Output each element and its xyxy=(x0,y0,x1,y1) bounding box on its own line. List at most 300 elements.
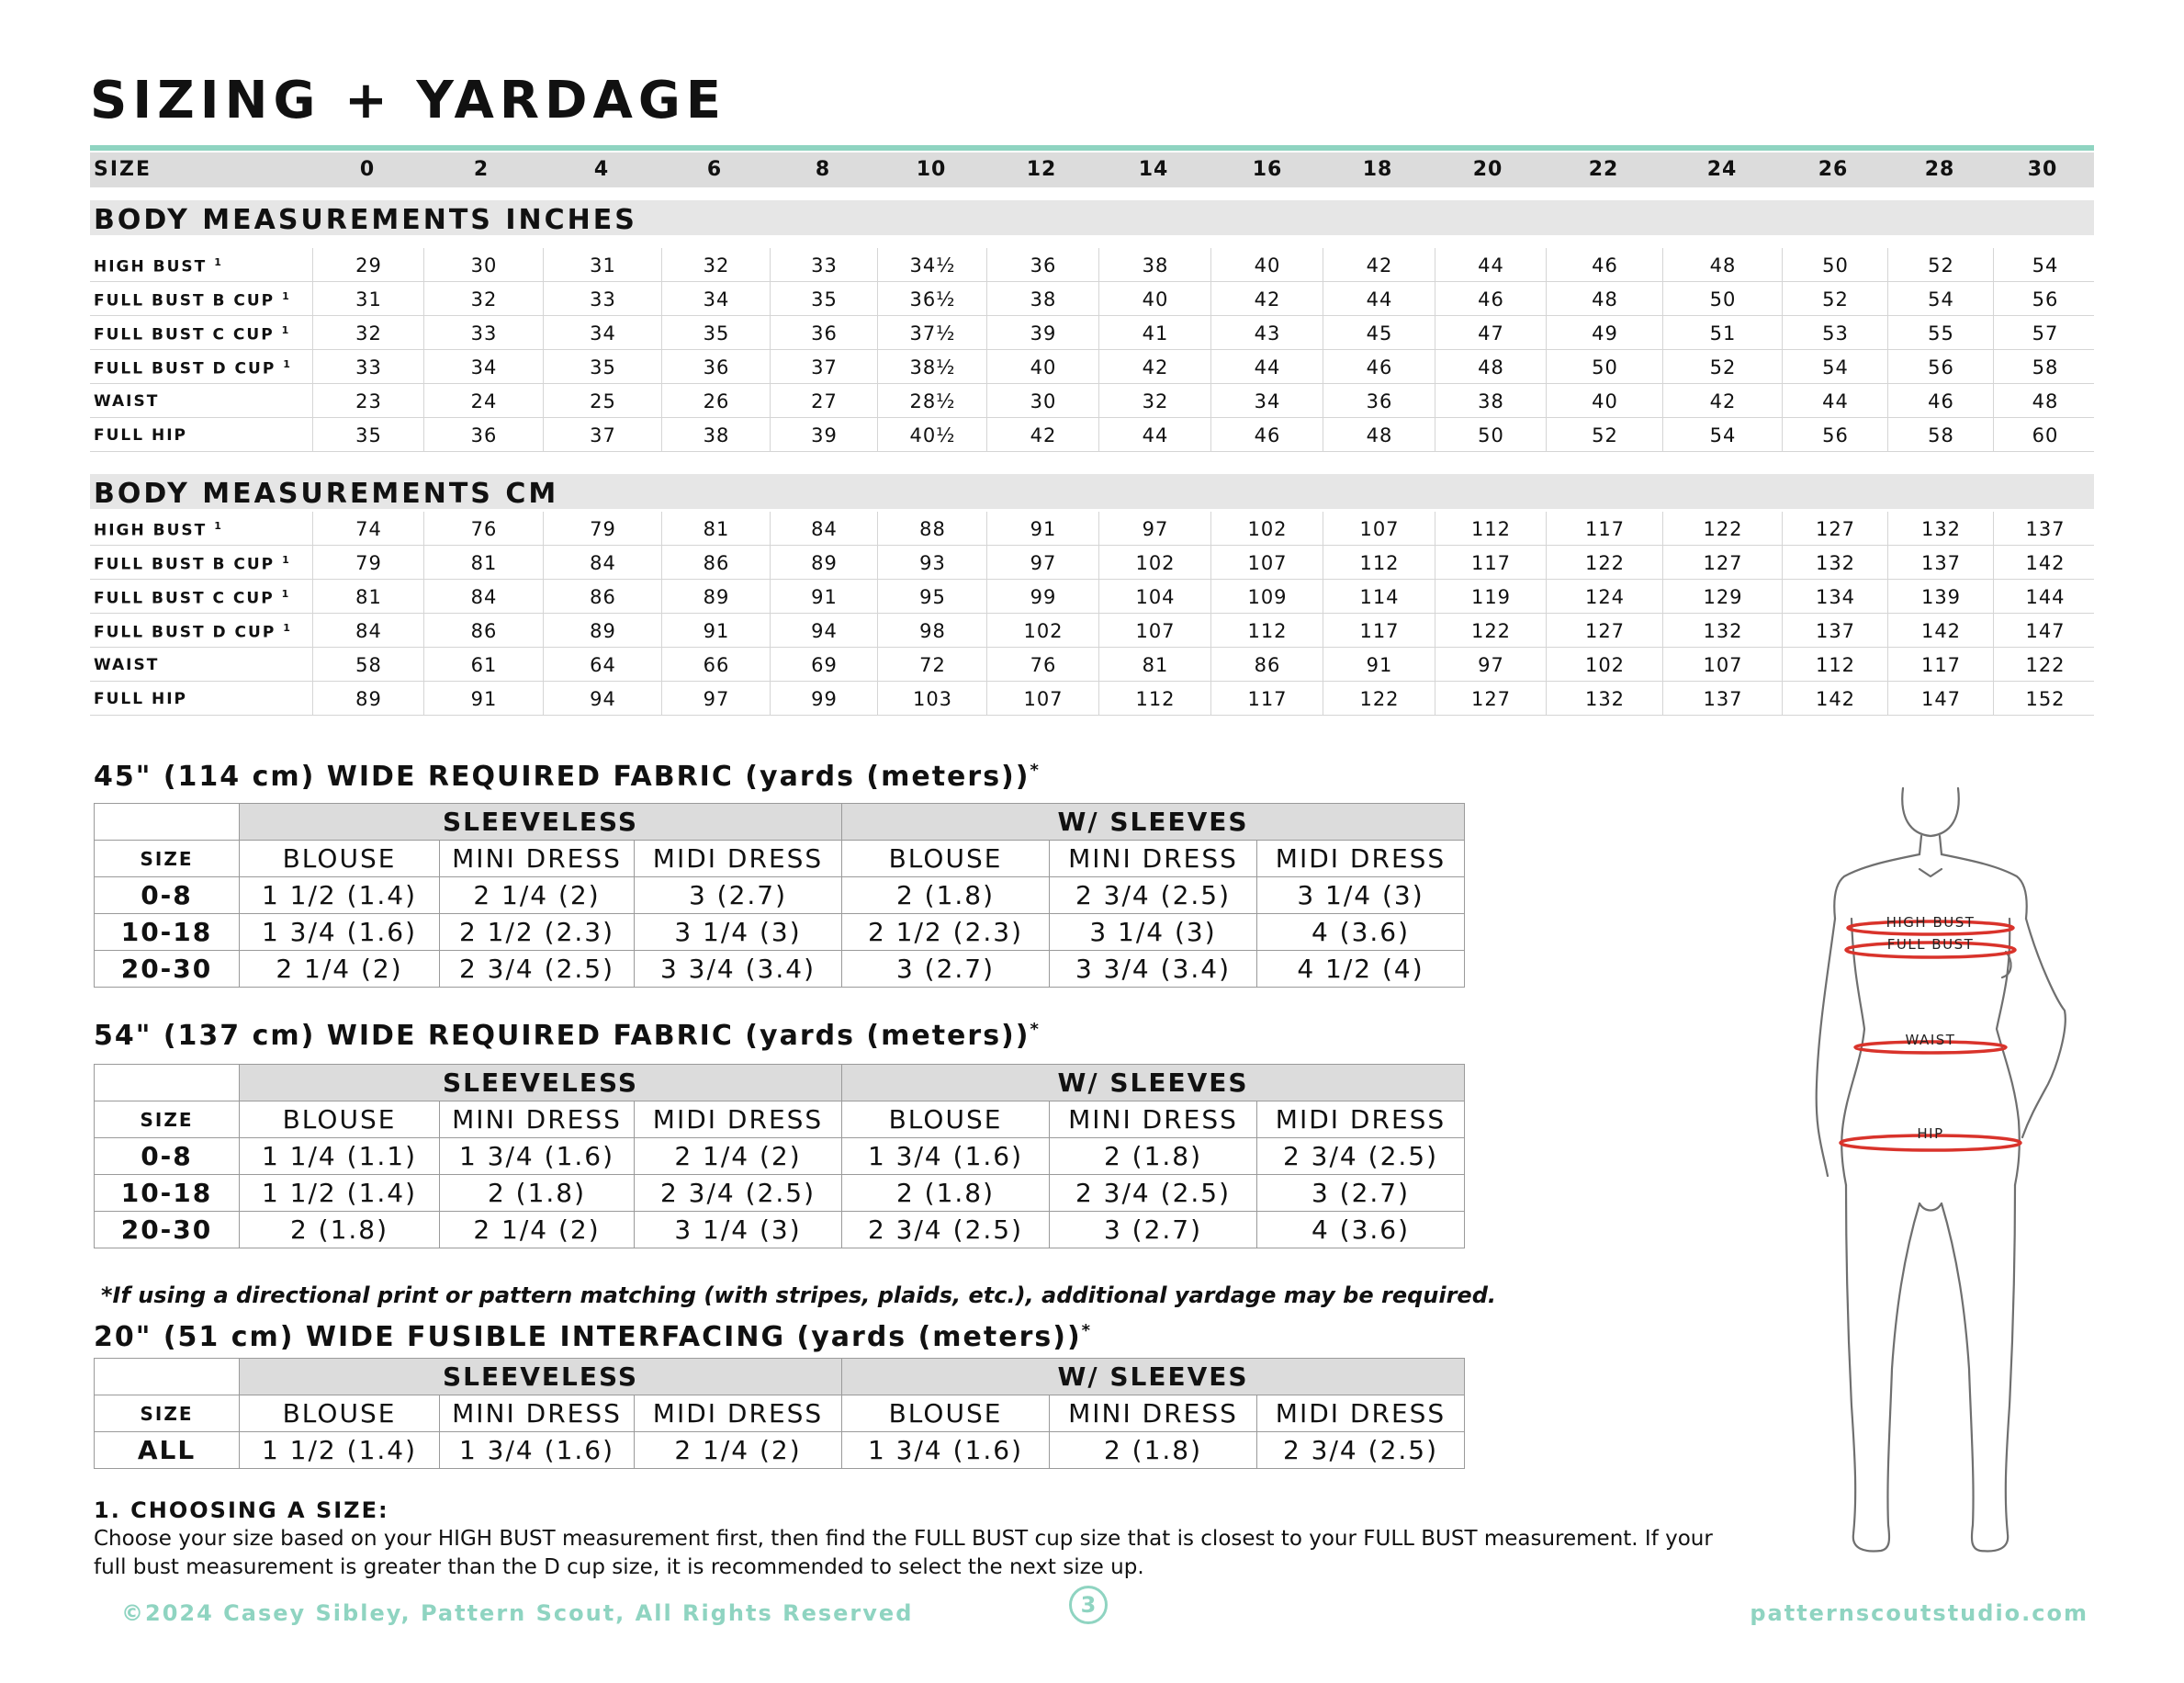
measurement-value: 104 xyxy=(1098,580,1211,613)
measurement-value: 112 xyxy=(1210,614,1323,647)
size-header-value: 10 xyxy=(916,158,947,181)
measurement-value: 28½ xyxy=(877,384,987,417)
measurement-value: 122 xyxy=(1323,682,1435,715)
measurement-value: 34 xyxy=(543,316,662,349)
inches-section-header xyxy=(90,200,2094,235)
footnote-marker: 1 xyxy=(214,520,223,532)
measurement-value: 46 xyxy=(1546,248,1663,281)
measurement-value: 48 xyxy=(1435,350,1547,383)
measurement-row xyxy=(90,648,2094,682)
measurement-value: 97 xyxy=(1435,648,1547,681)
measurement-value: 91 xyxy=(423,682,544,715)
measurement-value: 44 xyxy=(1098,418,1211,451)
measurement-value: 44 xyxy=(1435,248,1547,281)
measurement-value: 40 xyxy=(1098,282,1211,315)
yardage-value: 2 (1.8) xyxy=(842,1175,1050,1212)
measurement-value: 86 xyxy=(1210,648,1323,681)
size-header-value: 16 xyxy=(1252,158,1283,181)
footnote-marker: 1 xyxy=(283,622,292,634)
yardage-value: 2 3/4 (2.5) xyxy=(1257,1432,1465,1469)
yardage-value: 2 1/2 (2.3) xyxy=(440,914,635,951)
measurement-value: 91 xyxy=(986,512,1099,545)
size-header-value: 0 xyxy=(359,158,376,181)
measurement-value: 66 xyxy=(661,648,771,681)
measurement-value: 61 xyxy=(423,648,544,681)
yardage-value: 2 3/4 (2.5) xyxy=(842,1212,1050,1248)
garment-column-header: BLOUSE xyxy=(240,1101,440,1138)
footer-copyright: ©2024 Casey Sibley, Pattern Scout, All Rights Reserved xyxy=(121,1600,914,1626)
measurement-value: 32 xyxy=(661,248,771,281)
measurement-value: 24 xyxy=(423,384,544,417)
measurement-value: 132 xyxy=(1546,682,1663,715)
measurement-value: 49 xyxy=(1546,316,1663,349)
measurement-value: 50 xyxy=(1546,350,1663,383)
measurement-value: 38 xyxy=(986,282,1099,315)
measurement-value: 58 xyxy=(312,648,424,681)
measurement-value: 31 xyxy=(312,282,424,315)
yardage-value: 2 1/4 (2) xyxy=(635,1138,842,1175)
yardage-row xyxy=(95,914,1465,951)
measurement-value: 142 xyxy=(1782,682,1888,715)
measurement-value: 25 xyxy=(543,384,662,417)
footnote-marker: 1 xyxy=(281,324,291,336)
size-range-label: ALL xyxy=(95,1432,240,1469)
yardage-value: 2 (1.8) xyxy=(440,1175,635,1212)
size-header-value: 14 xyxy=(1138,158,1169,181)
measurement-label: WAIST xyxy=(94,656,160,674)
measurement-value: 60 xyxy=(1993,418,2097,451)
measurement-value: 137 xyxy=(1887,546,1994,579)
measurement-row xyxy=(90,512,2094,546)
measurement-value: 36 xyxy=(661,350,771,383)
measurement-value: 48 xyxy=(1662,248,1783,281)
yardage-value: 3 1/4 (3) xyxy=(1050,914,1257,951)
size-header-value: 12 xyxy=(1026,158,1057,181)
measurement-value: 38 xyxy=(1098,248,1211,281)
size-header-value: 8 xyxy=(815,158,831,181)
measurement-value: 103 xyxy=(877,682,987,715)
size-header-value: 22 xyxy=(1588,158,1619,181)
yardage-value: 2 3/4 (2.5) xyxy=(1257,1138,1465,1175)
size-range-label: 0-8 xyxy=(95,1138,240,1175)
measurement-value: 84 xyxy=(312,614,424,647)
measurement-value: 132 xyxy=(1662,614,1783,647)
measurement-value: 88 xyxy=(877,512,987,545)
measurement-value: 97 xyxy=(661,682,771,715)
measurement-row xyxy=(90,248,2094,282)
measurement-label: FULL BUST D CUP $^1$ xyxy=(94,622,292,642)
yardage-value: 3 (2.7) xyxy=(635,877,842,914)
group-header: SLEEVELESS xyxy=(240,804,842,841)
yardage-value: 1 1/4 (1.1) xyxy=(240,1138,440,1175)
yardage-value: 1 1/2 (1.4) xyxy=(240,877,440,914)
group-header: W/ SLEEVES xyxy=(842,1359,1465,1395)
footnote-marker: 1 xyxy=(282,554,291,566)
measurement-value: 112 xyxy=(1098,682,1211,715)
figure-label-full-bust: FULL BUST xyxy=(1886,936,1975,953)
measurement-value: 51 xyxy=(1662,316,1783,349)
yardage-table-title: 20" (51 cm) WIDE FUSIBLE INTERFACING (yards (meters))* xyxy=(94,1321,1093,1353)
yardage-value: 2 3/4 (2.5) xyxy=(635,1175,842,1212)
yardage-table xyxy=(94,1358,1465,1469)
size-column-header: SIZE xyxy=(95,841,240,877)
size-column-header: SIZE xyxy=(95,1395,240,1432)
yardage-value: 1 3/4 (1.6) xyxy=(842,1138,1050,1175)
measurement-value: 142 xyxy=(1993,546,2097,579)
measurement-value: 84 xyxy=(423,580,544,613)
measurement-row xyxy=(90,546,2094,580)
measurement-value: 50 xyxy=(1662,282,1783,315)
measurement-value: 147 xyxy=(1887,682,1994,715)
measurement-value: 36 xyxy=(986,248,1099,281)
yardage-value: 3 1/4 (3) xyxy=(1257,877,1465,914)
yardage-value: 2 1/4 (2) xyxy=(635,1432,842,1469)
measurement-value: 32 xyxy=(423,282,544,315)
yardage-value: 3 (2.7) xyxy=(1257,1175,1465,1212)
yardage-value: 4 (3.6) xyxy=(1257,1212,1465,1248)
measurement-label: FULL BUST B CUP $^1$ xyxy=(94,554,291,574)
measurement-value: 64 xyxy=(543,648,662,681)
measurement-value: 132 xyxy=(1782,546,1888,579)
figure-label-waist: WAIST xyxy=(1905,1032,1956,1048)
yardage-value: 1 1/2 (1.4) xyxy=(240,1175,440,1212)
footer-website-link[interactable]: patternscoutstudio.com xyxy=(1750,1600,2088,1626)
choosing-heading: 1. CHOOSING A SIZE: xyxy=(94,1497,389,1523)
yardage-value: 3 1/4 (3) xyxy=(635,914,842,951)
measurement-value: 114 xyxy=(1323,580,1435,613)
yardage-value: 2 1/4 (2) xyxy=(440,877,635,914)
measurement-value: 38 xyxy=(1435,384,1547,417)
measurement-value: 99 xyxy=(986,580,1099,613)
measurement-value: 30 xyxy=(423,248,544,281)
measurement-value: 72 xyxy=(877,648,987,681)
measurement-value: 35 xyxy=(770,282,878,315)
measurement-row xyxy=(90,316,2094,350)
measurement-value: 127 xyxy=(1662,546,1783,579)
measurement-value: 33 xyxy=(312,350,424,383)
yardage-row xyxy=(95,1175,1465,1212)
garment-column-header: MIDI DRESS xyxy=(635,841,842,877)
measurement-value: 42 xyxy=(1098,350,1211,383)
measurement-value: 102 xyxy=(1546,648,1663,681)
measurement-value: 89 xyxy=(543,614,662,647)
measurement-value: 39 xyxy=(986,316,1099,349)
measurement-value: 122 xyxy=(1993,648,2097,681)
measurement-value: 137 xyxy=(1993,512,2097,545)
measurement-value: 81 xyxy=(423,546,544,579)
group-header: SLEEVELESS xyxy=(240,1359,842,1395)
measurement-value: 81 xyxy=(312,580,424,613)
figure-label-high-bust: HIGH BUST xyxy=(1886,914,1976,931)
measurement-value: 29 xyxy=(312,248,424,281)
measurement-label: HIGH BUST $^1$ xyxy=(94,520,223,540)
measurement-value: 69 xyxy=(770,648,878,681)
measurement-value: 117 xyxy=(1546,512,1663,545)
yardage-table-title: 54" (137 cm) WIDE REQUIRED FABRIC (yards (meters))* xyxy=(94,1020,1041,1052)
measurement-value: 144 xyxy=(1993,580,2097,613)
measurement-value: 89 xyxy=(770,546,878,579)
measurement-value: 36 xyxy=(423,418,544,451)
measurement-value: 86 xyxy=(661,546,771,579)
page-title: SIZING + YARDAGE xyxy=(90,71,727,130)
measurement-value: 98 xyxy=(877,614,987,647)
measurement-value: 102 xyxy=(1098,546,1211,579)
measurement-value: 54 xyxy=(1662,418,1783,451)
yardage-value: 4 1/2 (4) xyxy=(1257,951,1465,988)
measurement-value: 47 xyxy=(1435,316,1547,349)
yardage-row xyxy=(95,1138,1465,1175)
measurement-value: 86 xyxy=(543,580,662,613)
measurement-value: 58 xyxy=(1993,350,2097,383)
measurement-value: 99 xyxy=(770,682,878,715)
measurement-value: 46 xyxy=(1435,282,1547,315)
yardage-value: 3 (2.7) xyxy=(842,951,1050,988)
measurement-value: 40 xyxy=(1546,384,1663,417)
measurement-value: 36 xyxy=(1323,384,1435,417)
measurement-value: 52 xyxy=(1887,248,1994,281)
yardage-row xyxy=(95,951,1465,988)
measurement-value: 81 xyxy=(1098,648,1211,681)
measurement-label: FULL BUST D CUP $^1$ xyxy=(94,358,292,378)
measurement-label: HIGH BUST $^1$ xyxy=(94,256,223,277)
measurement-value: 76 xyxy=(423,512,544,545)
measurement-value: 52 xyxy=(1546,418,1663,451)
yardage-row xyxy=(95,1432,1465,1469)
measurement-value: 56 xyxy=(1887,350,1994,383)
measurement-value: 33 xyxy=(543,282,662,315)
measurement-value: 107 xyxy=(1323,512,1435,545)
measurement-value: 38½ xyxy=(877,350,987,383)
yardage-value: 3 3/4 (3.4) xyxy=(1050,951,1257,988)
yardage-value: 2 (1.8) xyxy=(1050,1138,1257,1175)
measurement-value: 127 xyxy=(1546,614,1663,647)
measurement-value: 30 xyxy=(986,384,1099,417)
measurement-value: 40½ xyxy=(877,418,987,451)
measurement-value: 55 xyxy=(1887,316,1994,349)
measurement-value: 40 xyxy=(986,350,1099,383)
size-header-value: 6 xyxy=(706,158,723,181)
garment-column-header: MIDI DRESS xyxy=(1257,1395,1465,1432)
measurement-value: 46 xyxy=(1887,384,1994,417)
measurement-value: 89 xyxy=(312,682,424,715)
size-range-label: 20-30 xyxy=(95,951,240,988)
group-header: W/ SLEEVES xyxy=(842,804,1465,841)
size-header-value: 2 xyxy=(473,158,490,181)
measurement-value: 122 xyxy=(1435,614,1547,647)
yardage-value: 2 1/4 (2) xyxy=(240,951,440,988)
size-header-value: 20 xyxy=(1472,158,1503,181)
measurement-value: 122 xyxy=(1662,512,1783,545)
measurement-value: 107 xyxy=(986,682,1099,715)
measurement-value: 93 xyxy=(877,546,987,579)
measurement-value: 94 xyxy=(543,682,662,715)
measurement-value: 107 xyxy=(1210,546,1323,579)
measurement-value: 31 xyxy=(543,248,662,281)
measurement-value: 56 xyxy=(1782,418,1888,451)
group-header: SLEEVELESS xyxy=(240,1065,842,1101)
yardage-value: 2 3/4 (2.5) xyxy=(1050,1175,1257,1212)
measurement-value: 91 xyxy=(1323,648,1435,681)
measurement-value: 97 xyxy=(1098,512,1211,545)
measurement-value: 137 xyxy=(1782,614,1888,647)
garment-column-header: MINI DRESS xyxy=(440,841,635,877)
yardage-row xyxy=(95,1212,1465,1248)
measurement-value: 79 xyxy=(543,512,662,545)
measurement-value: 39 xyxy=(770,418,878,451)
group-header: W/ SLEEVES xyxy=(842,1065,1465,1101)
garment-column-header: MIDI DRESS xyxy=(635,1395,842,1432)
yardage-value: 2 1/4 (2) xyxy=(440,1212,635,1248)
garment-column-header: MINI DRESS xyxy=(1050,1395,1257,1432)
measurement-value: 37 xyxy=(770,350,878,383)
measurement-value: 134 xyxy=(1782,580,1888,613)
yardage-table-title: 45" (114 cm) WIDE REQUIRED FABRIC (yards (meters))* xyxy=(94,761,1041,793)
measurement-value: 53 xyxy=(1782,316,1888,349)
measurement-value: 112 xyxy=(1435,512,1547,545)
garment-column-header: BLOUSE xyxy=(842,1395,1050,1432)
measurement-value: 42 xyxy=(1210,282,1323,315)
garment-column-header: MINI DRESS xyxy=(440,1395,635,1432)
measurement-value: 42 xyxy=(1662,384,1783,417)
footnote-marker: 1 xyxy=(282,290,291,302)
yardage-value: 2 1/2 (2.3) xyxy=(842,914,1050,951)
garment-column-header: BLOUSE xyxy=(842,841,1050,877)
measurement-value: 36 xyxy=(770,316,878,349)
yardage-value: 3 (2.7) xyxy=(1050,1212,1257,1248)
measurement-value: 58 xyxy=(1887,418,1994,451)
measurement-value: 107 xyxy=(1662,648,1783,681)
garment-column-header: MINI DRESS xyxy=(440,1101,635,1138)
measurement-value: 48 xyxy=(1546,282,1663,315)
yardage-value: 2 (1.8) xyxy=(240,1212,440,1248)
measurement-value: 132 xyxy=(1887,512,1994,545)
measurement-value: 152 xyxy=(1993,682,2097,715)
size-range-label: 20-30 xyxy=(95,1212,240,1248)
size-header-row xyxy=(90,152,2094,187)
measurement-value: 147 xyxy=(1993,614,2097,647)
measurement-value: 84 xyxy=(543,546,662,579)
measurement-value: 38 xyxy=(661,418,771,451)
size-header-value: 28 xyxy=(1924,158,1955,181)
yardage-value: 3 3/4 (3.4) xyxy=(635,951,842,988)
measurement-row xyxy=(90,682,2094,716)
measurement-value: 122 xyxy=(1546,546,1663,579)
size-header-label: SIZE xyxy=(94,158,152,181)
measurement-value: 112 xyxy=(1323,546,1435,579)
measurement-label: FULL BUST C CUP $^1$ xyxy=(94,588,291,608)
size-range-label: 10-18 xyxy=(95,1175,240,1212)
figure-label-hip: HIP xyxy=(1917,1125,1944,1142)
measurement-value: 46 xyxy=(1323,350,1435,383)
measurement-value: 45 xyxy=(1323,316,1435,349)
yardage-value: 2 (1.8) xyxy=(1050,1432,1257,1469)
measurement-value: 79 xyxy=(312,546,424,579)
yardage-value: 1 3/4 (1.6) xyxy=(842,1432,1050,1469)
measurement-value: 48 xyxy=(1323,418,1435,451)
measurement-value: 48 xyxy=(1993,384,2097,417)
measurement-value: 117 xyxy=(1210,682,1323,715)
measurement-value: 107 xyxy=(1098,614,1211,647)
measurement-value: 50 xyxy=(1435,418,1547,451)
measurement-value: 81 xyxy=(661,512,771,545)
yardage-value: 1 3/4 (1.6) xyxy=(240,914,440,951)
garment-column-header: MIDI DRESS xyxy=(1257,841,1465,877)
title-rule xyxy=(90,145,2094,151)
measurement-value: 54 xyxy=(1887,282,1994,315)
measurement-value: 36½ xyxy=(877,282,987,315)
measurement-label: FULL BUST B CUP $^1$ xyxy=(94,290,291,311)
measurement-value: 139 xyxy=(1887,580,1994,613)
measurement-value: 74 xyxy=(312,512,424,545)
measurement-label: WAIST xyxy=(94,392,160,411)
measurement-value: 137 xyxy=(1662,682,1783,715)
measurement-value: 127 xyxy=(1435,682,1547,715)
garment-column-header: BLOUSE xyxy=(240,1395,440,1432)
yardage-note: *If using a directional print or pattern matching (with stripes, plaids, etc.), additional yardage may be required. xyxy=(101,1282,1496,1308)
measurement-value: 86 xyxy=(423,614,544,647)
measurement-row xyxy=(90,384,2094,418)
measurement-value: 37 xyxy=(543,418,662,451)
measurement-value: 33 xyxy=(770,248,878,281)
measurement-value: 56 xyxy=(1993,282,2097,315)
measurement-value: 76 xyxy=(986,648,1099,681)
measurement-value: 129 xyxy=(1662,580,1783,613)
yardage-table xyxy=(94,803,1465,988)
measurement-value: 109 xyxy=(1210,580,1323,613)
measurement-value: 142 xyxy=(1887,614,1994,647)
measurement-value: 37½ xyxy=(877,316,987,349)
measurement-value: 102 xyxy=(1210,512,1323,545)
measurement-value: 52 xyxy=(1782,282,1888,315)
garment-column-header: MINI DRESS xyxy=(1050,1101,1257,1138)
measurement-value: 46 xyxy=(1210,418,1323,451)
measurement-value: 26 xyxy=(661,384,771,417)
yardage-value: 1 1/2 (1.4) xyxy=(240,1432,440,1469)
cm-section-header xyxy=(90,474,2094,509)
measurement-value: 34½ xyxy=(877,248,987,281)
size-header-value: 24 xyxy=(1706,158,1738,181)
measurement-value: 102 xyxy=(986,614,1099,647)
measurement-row xyxy=(90,282,2094,316)
yardage-row xyxy=(95,877,1465,914)
measurement-row xyxy=(90,580,2094,614)
measurement-value: 57 xyxy=(1993,316,2097,349)
garment-column-header: MIDI DRESS xyxy=(1257,1101,1465,1138)
measurement-value: 40 xyxy=(1210,248,1323,281)
measurement-value: 43 xyxy=(1210,316,1323,349)
measurement-value: 124 xyxy=(1546,580,1663,613)
inches-section-title: BODY MEASUREMENTS INCHES xyxy=(94,204,637,236)
yardage-value: 2 3/4 (2.5) xyxy=(1050,877,1257,914)
measurement-value: 119 xyxy=(1435,580,1547,613)
measurement-value: 50 xyxy=(1782,248,1888,281)
measurement-value: 34 xyxy=(661,282,771,315)
measurement-label: FULL HIP xyxy=(94,690,188,708)
measurement-value: 112 xyxy=(1782,648,1888,681)
measurement-row xyxy=(90,418,2094,452)
garment-column-header: MIDI DRESS xyxy=(635,1101,842,1138)
size-header-value: 18 xyxy=(1362,158,1393,181)
footnote-marker: 1 xyxy=(281,588,291,600)
measurement-value: 44 xyxy=(1782,384,1888,417)
yardage-value: 3 1/4 (3) xyxy=(635,1212,842,1248)
measurement-value: 117 xyxy=(1435,546,1547,579)
measurement-value: 52 xyxy=(1662,350,1783,383)
garment-column-header: BLOUSE xyxy=(842,1101,1050,1138)
size-header-value: 30 xyxy=(2027,158,2058,181)
measurement-value: 34 xyxy=(423,350,544,383)
measurement-value: 34 xyxy=(1210,384,1323,417)
